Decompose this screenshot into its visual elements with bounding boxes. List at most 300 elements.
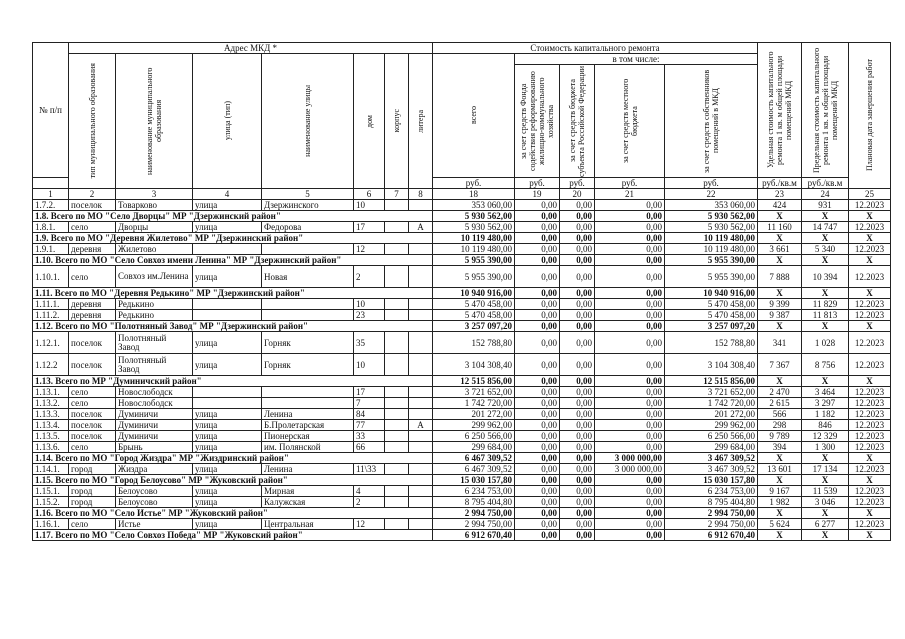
- cell-litera: А: [409, 222, 433, 233]
- cell-fund: 0,00: [515, 508, 560, 519]
- cell-num: 1.14.1.: [33, 464, 69, 475]
- cell-unit-cost: X: [758, 508, 802, 519]
- cell-unit-cost: X: [758, 211, 802, 222]
- cell-mun-type: село: [69, 442, 116, 453]
- cell-plan-date: X: [849, 376, 891, 387]
- cell-mun-name: Белоусово: [116, 486, 193, 497]
- cell-subject: 0,00: [560, 233, 595, 244]
- cell-unit-cost: 3 661: [758, 244, 802, 255]
- cell-mun-name: Брынь: [116, 442, 193, 453]
- cell-korpus: [385, 519, 409, 530]
- cell-num: 1.9.1.: [33, 244, 69, 255]
- cell-subject: 0,00: [560, 497, 595, 508]
- cell-owners: 10 119 480,00: [665, 244, 758, 255]
- cell-unit-cost: 298: [758, 420, 802, 431]
- cell-street-type: [193, 299, 262, 310]
- subtotal-label: 1.16. Всего по МО "Село Истье" МР "Жуковский район": [33, 508, 433, 519]
- cell-fund: 0,00: [515, 442, 560, 453]
- cell-plan-date: X: [849, 453, 891, 464]
- cell-subject: 0,00: [560, 387, 595, 398]
- cell-street-name: Дзержинского: [262, 200, 354, 211]
- cell-mun-type: село: [69, 519, 116, 530]
- cell-num: 1.11.1.: [33, 299, 69, 310]
- cell-max-cost: 846: [802, 420, 849, 431]
- cell-unit-cost: 9 387: [758, 310, 802, 321]
- cell-total: 6 250 566,00: [433, 431, 515, 442]
- cell-local: 0,00: [595, 310, 665, 321]
- cell-korpus: [385, 387, 409, 398]
- column-number: 23: [758, 189, 802, 200]
- cell-street-name: [262, 387, 354, 398]
- cell-street-type: [193, 310, 262, 321]
- cell-total: 3 721 652,00: [433, 387, 515, 398]
- cell-fund: 0,00: [515, 255, 560, 266]
- cell-local: 0,00: [595, 508, 665, 519]
- header-unit-cost: Удельная стоимость капитального ремонта 1 кв. м общей площади помещений МКД: [758, 43, 802, 178]
- cell-local: 0,00: [595, 442, 665, 453]
- cell-litera: [409, 387, 433, 398]
- cell-owners: 299 684,00: [665, 442, 758, 453]
- cell-street-name: Федорова: [262, 222, 354, 233]
- cell-subject: 0,00: [560, 431, 595, 442]
- cell-plan-date: X: [849, 255, 891, 266]
- table-row: [33, 266, 891, 288]
- unit-rub-m-max: руб./кв.м: [802, 178, 849, 189]
- cell-mun-type: поселок: [69, 420, 116, 431]
- cell-local: 0,00: [595, 266, 665, 288]
- cell-house: 17: [354, 387, 385, 398]
- cell-total: 1 742 720,00: [433, 398, 515, 409]
- cell-litera: [409, 442, 433, 453]
- cell-unit-cost: X: [758, 530, 802, 541]
- cell-local: 0,00: [595, 321, 665, 332]
- cell-fund: 0,00: [515, 288, 560, 299]
- cell-max-cost: 11 539: [802, 486, 849, 497]
- cell-local: 0,00: [595, 354, 665, 376]
- cell-total: 10 940 916,00: [433, 288, 515, 299]
- cell-total: 5 955 390,00: [433, 255, 515, 266]
- cell-fund: 0,00: [515, 387, 560, 398]
- cell-unit-cost: 2 470: [758, 387, 802, 398]
- cell-house: 12: [354, 519, 385, 530]
- header-max-cost: Предельная стоимость капитального ремонта 1 кв. м общей площади помещений МКД: [802, 43, 849, 178]
- cell-street-type: улица: [193, 354, 262, 376]
- cell-street-type: улица: [193, 332, 262, 354]
- cell-street-type: [193, 398, 262, 409]
- cell-plan-date: 12.2023: [849, 409, 891, 420]
- header-mun-name: наименование муниципального образования: [116, 54, 193, 189]
- cell-max-cost: 3 464: [802, 387, 849, 398]
- cell-house: 4: [354, 486, 385, 497]
- cell-plan-date: 12.2023: [849, 387, 891, 398]
- subtotal-row: [33, 453, 891, 464]
- cell-owners: 152 788,80: [665, 332, 758, 354]
- cell-local: 0,00: [595, 211, 665, 222]
- cell-unit-cost: 1 982: [758, 497, 802, 508]
- cell-total: 5 470 458,00: [433, 299, 515, 310]
- column-number: 25: [849, 189, 891, 200]
- cell-street-type: улица: [193, 497, 262, 508]
- cell-max-cost: X: [802, 211, 849, 222]
- header-house: дом: [354, 54, 385, 189]
- cell-korpus: [385, 266, 409, 288]
- table-row: [33, 200, 891, 211]
- cell-subject: 0,00: [560, 244, 595, 255]
- header-litera: литера: [409, 54, 433, 189]
- cell-mun-type: деревня: [69, 299, 116, 310]
- cell-owners: 353 060,00: [665, 200, 758, 211]
- cell-unit-cost: X: [758, 321, 802, 332]
- cell-korpus: [385, 200, 409, 211]
- column-number: 7: [385, 189, 409, 200]
- cell-fund: 0,00: [515, 332, 560, 354]
- cell-owners: 3 467 309,52: [665, 453, 758, 464]
- cell-unit-cost: X: [758, 233, 802, 244]
- cell-unit-cost: 11 160: [758, 222, 802, 233]
- cell-max-cost: X: [802, 233, 849, 244]
- column-number: 2: [69, 189, 116, 200]
- cell-owners: 8 795 404,80: [665, 497, 758, 508]
- header-cost-group: Стоимость капитального ремонта: [433, 43, 758, 54]
- cell-house: 10: [354, 200, 385, 211]
- cell-num: 1.8.1.: [33, 222, 69, 233]
- cell-plan-date: 12.2023: [849, 431, 891, 442]
- cell-num: 1.15.1.: [33, 486, 69, 497]
- cell-fund: 0,00: [515, 431, 560, 442]
- cell-house: 7: [354, 398, 385, 409]
- cell-local: 0,00: [595, 376, 665, 387]
- subtotal-label: 1.15. Всего по МО "Город Белоусово" МР "Жуковский район": [33, 475, 433, 486]
- cell-max-cost: X: [802, 255, 849, 266]
- cell-num: 1.10.1.: [33, 266, 69, 288]
- cell-mun-name: Думиничи: [116, 420, 193, 431]
- table-row: [33, 387, 891, 398]
- cell-num: 1.12.2: [33, 354, 69, 376]
- cell-litera: [409, 464, 433, 475]
- subtotal-row: [33, 530, 891, 541]
- document-sheet: [32, 42, 891, 541]
- cell-subject: 0,00: [560, 519, 595, 530]
- header-total: всего: [433, 54, 515, 178]
- cell-street-name: Новая: [262, 266, 354, 288]
- cell-litera: [409, 310, 433, 321]
- cell-max-cost: 931: [802, 200, 849, 211]
- header-street-name: наименование улицы: [262, 54, 354, 189]
- table-row: [33, 519, 891, 530]
- cell-local: 0,00: [595, 497, 665, 508]
- cell-street-name: Ленина: [262, 409, 354, 420]
- cell-owners: 5 470 458,00: [665, 299, 758, 310]
- cell-unit-cost: X: [758, 376, 802, 387]
- cell-plan-date: X: [849, 233, 891, 244]
- cell-total: 3 257 097,20: [433, 321, 515, 332]
- repair-cost-table: [32, 42, 891, 541]
- cell-fund: 0,00: [515, 266, 560, 288]
- cell-owners: 299 962,00: [665, 420, 758, 431]
- cell-mun-name: Думиничи: [116, 409, 193, 420]
- subtotal-label: 1.12. Всего по МО "Полотняный Завод" МР "Дзержинский район": [33, 321, 433, 332]
- cell-korpus: [385, 464, 409, 475]
- cell-max-cost: X: [802, 530, 849, 541]
- cell-fund: 0,00: [515, 321, 560, 332]
- cell-unit-cost: 2 615: [758, 398, 802, 409]
- cell-plan-date: 12.2023: [849, 310, 891, 321]
- cell-local: 0,00: [595, 530, 665, 541]
- cell-total: 5 470 458,00: [433, 310, 515, 321]
- cell-mun-name: Редькино: [116, 299, 193, 310]
- cell-total: 5 955 390,00: [433, 266, 515, 288]
- column-number: 18: [433, 189, 515, 200]
- cell-total: 12 515 856,00: [433, 376, 515, 387]
- cell-unit-cost: 7 888: [758, 266, 802, 288]
- cell-mun-name: Белоусово: [116, 497, 193, 508]
- cell-street-type: улица: [193, 409, 262, 420]
- subtotal-label: 1.8. Всего по МО "Село Дворцы" МР "Дзержинский район": [33, 211, 433, 222]
- cell-num: 1.12.1.: [33, 332, 69, 354]
- table-row: [33, 354, 891, 376]
- cell-mun-type: село: [69, 266, 116, 288]
- cell-street-type: улица: [193, 464, 262, 475]
- subtotal-row: [33, 288, 891, 299]
- cell-owners: 5 955 390,00: [665, 266, 758, 288]
- cell-subject: 0,00: [560, 200, 595, 211]
- cell-owners: 15 030 157,80: [665, 475, 758, 486]
- cell-fund: 0,00: [515, 464, 560, 475]
- cell-subject: 0,00: [560, 255, 595, 266]
- cell-num: 1.13.1.: [33, 387, 69, 398]
- cell-max-cost: 1 028: [802, 332, 849, 354]
- cell-street-name: Б.Пролетарская: [262, 420, 354, 431]
- cell-mun-name: Полотняный Завод: [116, 332, 193, 354]
- table-row: [33, 244, 891, 255]
- cell-mun-type: деревня: [69, 244, 116, 255]
- cell-total: 8 795 404,80: [433, 497, 515, 508]
- cell-korpus: [385, 332, 409, 354]
- cell-korpus: [385, 310, 409, 321]
- cell-num: 1.11.2.: [33, 310, 69, 321]
- header-fund: за счет средств Фонда содействия реформированию жилищно-коммунального хозяйства: [515, 65, 560, 178]
- cell-street-name: Калужская: [262, 497, 354, 508]
- cell-litera: [409, 332, 433, 354]
- column-number-row: [33, 189, 891, 200]
- cell-local: 0,00: [595, 332, 665, 354]
- cell-owners: 10 940 916,00: [665, 288, 758, 299]
- cell-owners: 5 955 390,00: [665, 255, 758, 266]
- cell-street-name: Горняк: [262, 354, 354, 376]
- cell-mun-type: город: [69, 497, 116, 508]
- cell-mun-name: Истье: [116, 519, 193, 530]
- cell-subject: 0,00: [560, 332, 595, 354]
- cell-house: 10: [354, 354, 385, 376]
- cell-fund: 0,00: [515, 398, 560, 409]
- cell-local: 0,00: [595, 299, 665, 310]
- cell-mun-name: Новослободск: [116, 398, 193, 409]
- cell-street-name: [262, 244, 354, 255]
- cell-owners: 6 912 670,40: [665, 530, 758, 541]
- header-owners: за счет средств собственников помещений в МКД: [665, 65, 758, 178]
- cell-korpus: [385, 409, 409, 420]
- cell-unit-cost: X: [758, 475, 802, 486]
- cell-house: 33: [354, 431, 385, 442]
- cell-unit-cost: X: [758, 288, 802, 299]
- cell-owners: 5 930 562,00: [665, 211, 758, 222]
- cell-house: 66: [354, 442, 385, 453]
- table-header: [33, 43, 891, 200]
- unit-rub-total: руб.: [433, 178, 515, 189]
- cell-fund: 0,00: [515, 409, 560, 420]
- cell-owners: 3 257 097,20: [665, 321, 758, 332]
- subtotal-row: [33, 321, 891, 332]
- cell-subject: 0,00: [560, 354, 595, 376]
- unit-rub-fund: руб.: [515, 178, 560, 189]
- cell-fund: 0,00: [515, 354, 560, 376]
- cell-fund: 0,00: [515, 486, 560, 497]
- cell-subject: 0,00: [560, 508, 595, 519]
- cell-unit-cost: 7 367: [758, 354, 802, 376]
- cell-house: 17: [354, 222, 385, 233]
- cell-max-cost: 1 182: [802, 409, 849, 420]
- cell-fund: 0,00: [515, 233, 560, 244]
- cell-korpus: [385, 299, 409, 310]
- cell-num: 1.13.5.: [33, 431, 69, 442]
- cell-max-cost: 17 134: [802, 464, 849, 475]
- cell-plan-date: 12.2023: [849, 497, 891, 508]
- cell-owners: 5 930 562,00: [665, 222, 758, 233]
- header-num: № п/п: [33, 43, 69, 178]
- cell-street-type: улица: [193, 222, 262, 233]
- cell-owners: 3 721 652,00: [665, 387, 758, 398]
- cell-litera: [409, 409, 433, 420]
- cell-max-cost: 8 756: [802, 354, 849, 376]
- column-number: 6: [354, 189, 385, 200]
- cell-owners: 10 119 480,00: [665, 233, 758, 244]
- cell-mun-type: село: [69, 222, 116, 233]
- column-number: 8: [409, 189, 433, 200]
- cell-fund: 0,00: [515, 420, 560, 431]
- cell-litera: А: [409, 420, 433, 431]
- cell-total: 6 467 309,52: [433, 453, 515, 464]
- cell-plan-date: 12.2023: [849, 299, 891, 310]
- cell-house: 12: [354, 244, 385, 255]
- cell-mun-name: Редькино: [116, 310, 193, 321]
- cell-subject: 0,00: [560, 222, 595, 233]
- cell-mun-type: село: [69, 387, 116, 398]
- cell-fund: 0,00: [515, 310, 560, 321]
- cell-korpus: [385, 222, 409, 233]
- cell-max-cost: X: [802, 288, 849, 299]
- cell-street-name: им. Полянской: [262, 442, 354, 453]
- column-number: 24: [802, 189, 849, 200]
- cell-total: 6 912 670,40: [433, 530, 515, 541]
- cell-street-name: [262, 310, 354, 321]
- header-num-unit-empty: [33, 178, 69, 189]
- cell-korpus: [385, 420, 409, 431]
- cell-unit-cost: X: [758, 255, 802, 266]
- table-row: [33, 332, 891, 354]
- cell-owners: 201 272,00: [665, 409, 758, 420]
- cell-subject: 0,00: [560, 486, 595, 497]
- cell-mun-name: Совхоз им.Ленина: [116, 266, 193, 288]
- cell-plan-date: 12.2023: [849, 222, 891, 233]
- cell-plan-date: 12.2023: [849, 464, 891, 475]
- cell-max-cost: 3 046: [802, 497, 849, 508]
- cell-mun-type: поселок: [69, 431, 116, 442]
- cell-unit-cost: 9 167: [758, 486, 802, 497]
- cell-local: 0,00: [595, 387, 665, 398]
- cell-mun-type: село: [69, 398, 116, 409]
- header-plan-date: Плановая дата завершения работ: [849, 43, 891, 189]
- cell-unit-cost: 13 601: [758, 464, 802, 475]
- cell-korpus: [385, 431, 409, 442]
- cell-owners: 12 515 856,00: [665, 376, 758, 387]
- cell-total: 6 467 309,52: [433, 464, 515, 475]
- cell-plan-date: X: [849, 321, 891, 332]
- cell-plan-date: 12.2023: [849, 442, 891, 453]
- cell-litera: [409, 497, 433, 508]
- cell-max-cost: 12 329: [802, 431, 849, 442]
- unit-rub-m-unit: руб./кв.м: [758, 178, 802, 189]
- cell-street-name: [262, 299, 354, 310]
- cell-subject: 0,00: [560, 299, 595, 310]
- cell-house: 84: [354, 409, 385, 420]
- table-row: [33, 310, 891, 321]
- cell-subject: 0,00: [560, 420, 595, 431]
- cell-local: 0,00: [595, 519, 665, 530]
- cell-mun-name: Товарково: [116, 200, 193, 211]
- cell-subject: 0,00: [560, 442, 595, 453]
- cell-subject: 0,00: [560, 321, 595, 332]
- cell-unit-cost: 9 789: [758, 431, 802, 442]
- cell-local: 0,00: [595, 233, 665, 244]
- cell-litera: [409, 354, 433, 376]
- cell-owners: 6 250 566,00: [665, 431, 758, 442]
- cell-max-cost: 11 813: [802, 310, 849, 321]
- cell-local: 0,00: [595, 244, 665, 255]
- cell-plan-date: X: [849, 288, 891, 299]
- subtotal-label: 1.9. Всего по МО "Деревня Жилетово" МР "Дзержинский район": [33, 233, 433, 244]
- cell-max-cost: X: [802, 475, 849, 486]
- cell-plan-date: X: [849, 475, 891, 486]
- cell-litera: [409, 486, 433, 497]
- cell-max-cost: 3 297: [802, 398, 849, 409]
- cell-plan-date: 12.2023: [849, 332, 891, 354]
- cell-litera: [409, 244, 433, 255]
- cell-plan-date: 12.2023: [849, 420, 891, 431]
- cell-subject: 0,00: [560, 310, 595, 321]
- cell-max-cost: X: [802, 508, 849, 519]
- table-body: [33, 200, 891, 541]
- column-number: 5: [262, 189, 354, 200]
- subtotal-label: 1.17. Всего по МО "Село Совхоз Победа" МР "Жуковский район": [33, 530, 433, 541]
- cell-owners: 3 104 308,40: [665, 354, 758, 376]
- cell-plan-date: X: [849, 508, 891, 519]
- cell-mun-type: поселок: [69, 200, 116, 211]
- cell-total: 3 104 308,40: [433, 354, 515, 376]
- subtotal-row: [33, 233, 891, 244]
- cell-street-name: Ленина: [262, 464, 354, 475]
- table-row: [33, 464, 891, 475]
- cell-total: 299 962,00: [433, 420, 515, 431]
- cell-subject: 0,00: [560, 453, 595, 464]
- cell-fund: 0,00: [515, 244, 560, 255]
- cell-num: 1.7.2.: [33, 200, 69, 211]
- cell-plan-date: X: [849, 530, 891, 541]
- cell-street-type: улица: [193, 200, 262, 211]
- table-row: [33, 222, 891, 233]
- table-row: [33, 420, 891, 431]
- cell-mun-name: Дворцы: [116, 222, 193, 233]
- header-local: за счет средств местного бюджета: [595, 65, 665, 178]
